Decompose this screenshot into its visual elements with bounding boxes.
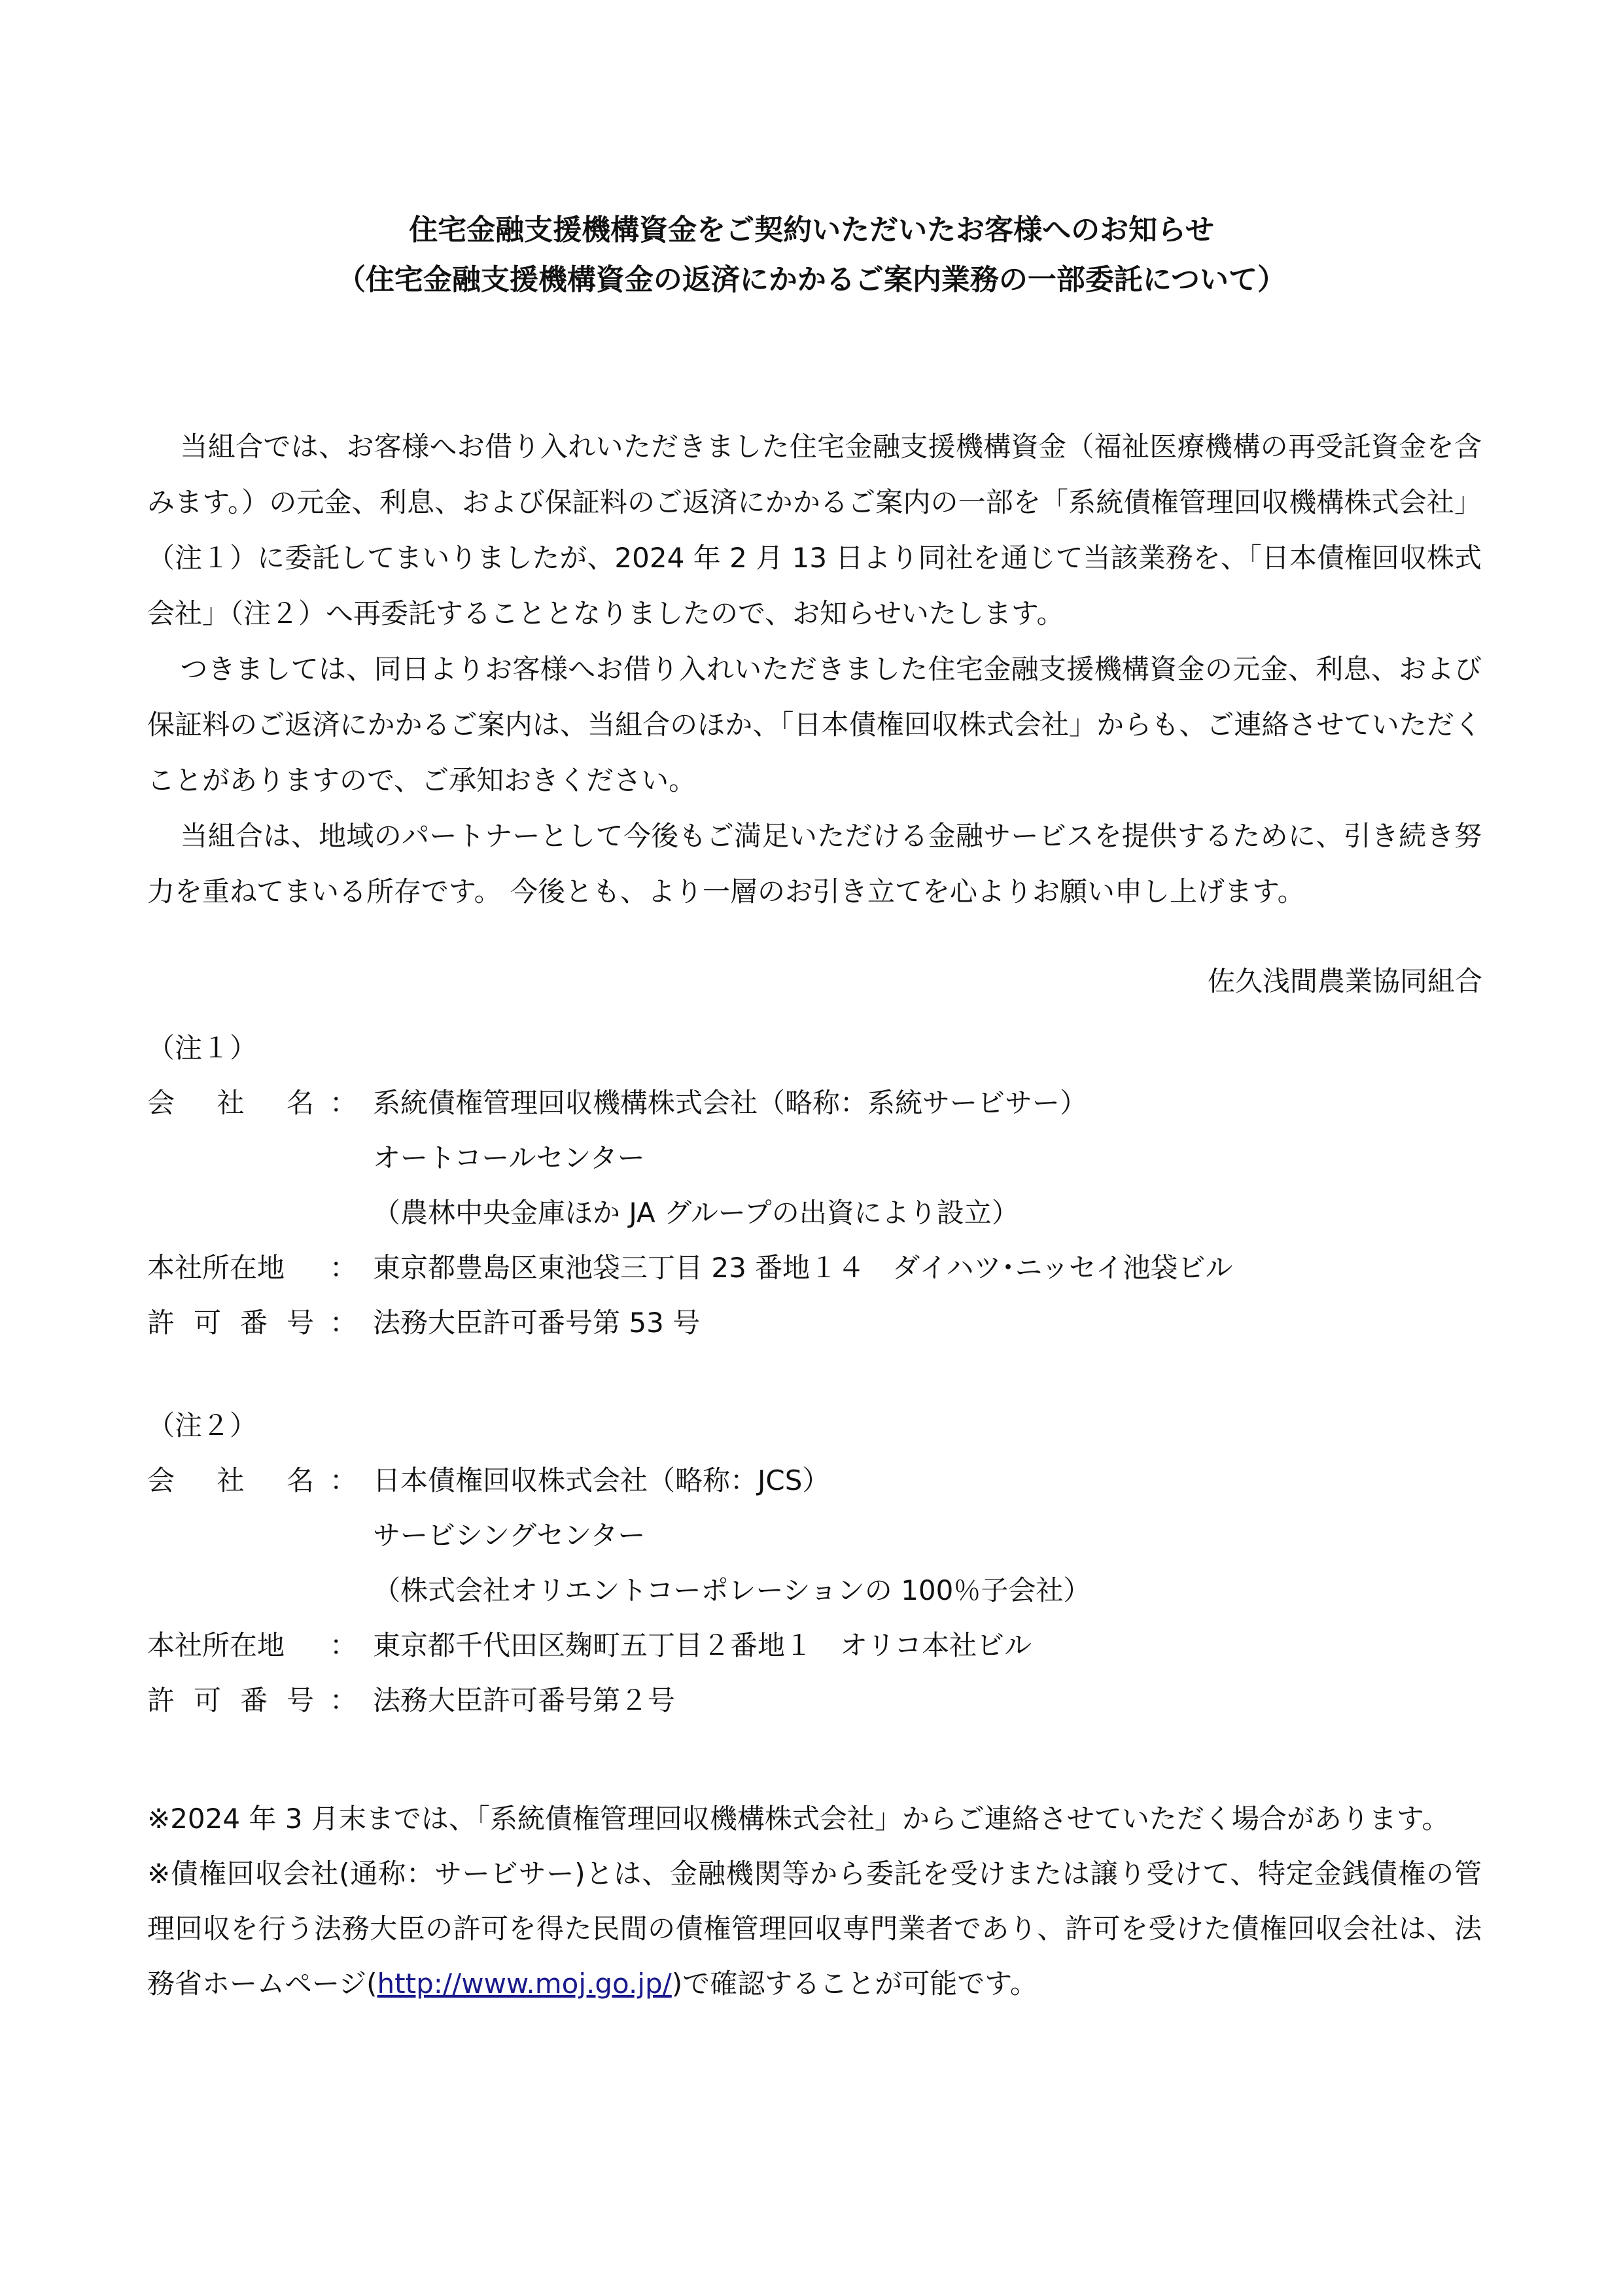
body-paragraph-3: 当組合は、地域のパートナーとして今後もご満足いただける金融サービスを提供するために、引き続き努力を重ねてまいる所存です。 今後とも、より一層のお引き立てを心よりお願い申し上げます。 xyxy=(147,820,1482,908)
colon: ： xyxy=(329,1307,357,1339)
document-subtitle: （住宅金融支援機構資金の返済にかかるご案内業務の一部委託について） xyxy=(336,263,1287,296)
note-2-address: 東京都千代田区麹町五丁目２番地１ オリコ本社ビル xyxy=(373,1629,1032,1661)
organization-name: 佐久浅間農業協同組合 xyxy=(1207,965,1482,997)
footnote-1: ※2024 年 3 月末までは、「系統債権管理回収機構株式会社」からご連絡させていただく場合があります。 xyxy=(147,1803,1450,1835)
company-label: 会 社 名 xyxy=(147,1087,314,1119)
colon: ： xyxy=(329,1684,357,1716)
note-2-company-sub2: （株式会社オリエントコーポレーションの 100％子会社） xyxy=(373,1574,1091,1606)
note-1-company-sub2-row xyxy=(147,1186,1482,1241)
moj-homepage-link[interactable]: http://www.moj.go.jp/ xyxy=(377,1968,672,2000)
note-1-license-row xyxy=(147,1296,1482,1351)
license-label: 許 可 番 号 xyxy=(147,1307,314,1339)
note-2-license: 法務大臣許可番号第２号 xyxy=(373,1684,676,1716)
footnote-2-text-before: ※債権回収会社(通称：サービサー)とは、金融機関等から委託を受けまたは譲り受けて、特定金銭債権の管理回収を行う法務大臣の許可を得た民間の債権管理回収専門業者であり、許可を受けた債権回収会社は、法務省ホームページ( xyxy=(147,1858,1482,2000)
footnote-2 xyxy=(147,1846,1482,2011)
note-1-company-row xyxy=(147,1076,1482,1131)
address-label: 本社所在地 xyxy=(147,1629,285,1661)
address-label: 本社所在地 xyxy=(147,1252,285,1284)
note-2 xyxy=(147,1398,1482,1728)
note-1-company: 系統債権管理回収機構株式会社（略称：系統サービサー） xyxy=(373,1087,1088,1119)
footnotes xyxy=(147,1792,1482,2011)
note-1-company-sub1: オートコールセンター xyxy=(373,1142,645,1174)
colon: ： xyxy=(329,1087,357,1119)
note-1-address-row xyxy=(147,1241,1482,1296)
note-2-company-sub1-row xyxy=(147,1508,1482,1563)
note-1-license: 法務大臣許可番号第 53 号 xyxy=(373,1307,701,1339)
colon: ： xyxy=(329,1252,357,1284)
note-1 xyxy=(147,1021,1482,1351)
note-2-company-row xyxy=(147,1453,1482,1508)
note-2-company: 日本債権回収株式会社（略称：JCS） xyxy=(373,1464,830,1496)
note-2-license-row xyxy=(147,1673,1482,1728)
note-1-company-sub2: （農林中央金庫ほか JA グループの出資により設立） xyxy=(373,1197,1019,1229)
colon: ： xyxy=(329,1629,357,1661)
note-2-address-row xyxy=(147,1618,1482,1673)
footnote-2-text-after: )で確認することが可能です。 xyxy=(671,1968,1038,2000)
note-2-heading: （注２） xyxy=(147,1409,258,1441)
note-1-heading: （注１） xyxy=(147,1032,258,1064)
note-1-company-sub1-row xyxy=(147,1131,1482,1186)
body-paragraph-1: 当組合では、お客様へお借り入れいただきました住宅金融支援機構資金（福祉医療機構の再受託資金を含みます。）の元金、利息、および保証料のご返済にかかるご案内の一部を「系統債権管理回収機構株式会社」（注１）に委託してまいりましたが、2024 年 2 月 13 日より同社を通じて当該業務を、「日本債権回収株式会社」（注２）へ再委託することとなりましたので、お知らせいたします。 xyxy=(147,431,1482,629)
body-paragraph-2: つきましては、同日よりお客様へお借り入れいただきました住宅金融支援機構資金の元金、利息、および保証料のご返済にかかるご案内は、当組合のほか、「日本債権回収株式会社」からも、ご連絡させていただくことがありますので、ご承知おきください。 xyxy=(147,653,1482,796)
document-title: 住宅金融支援機構資金をご契約いただいたお客様へのお知らせ xyxy=(409,213,1214,247)
note-2-company-sub1: サービシングセンター xyxy=(373,1519,646,1551)
note-1-address: 東京都豊島区東池袋三丁目 23 番地１４ ダイハツ･ニッセイ池袋ビル xyxy=(373,1252,1233,1284)
colon: ： xyxy=(329,1464,357,1496)
note-2-company-sub2-row xyxy=(147,1563,1482,1618)
company-label: 会 社 名 xyxy=(147,1464,314,1496)
license-label: 許 可 番 号 xyxy=(147,1684,314,1716)
body-text xyxy=(147,419,1482,919)
